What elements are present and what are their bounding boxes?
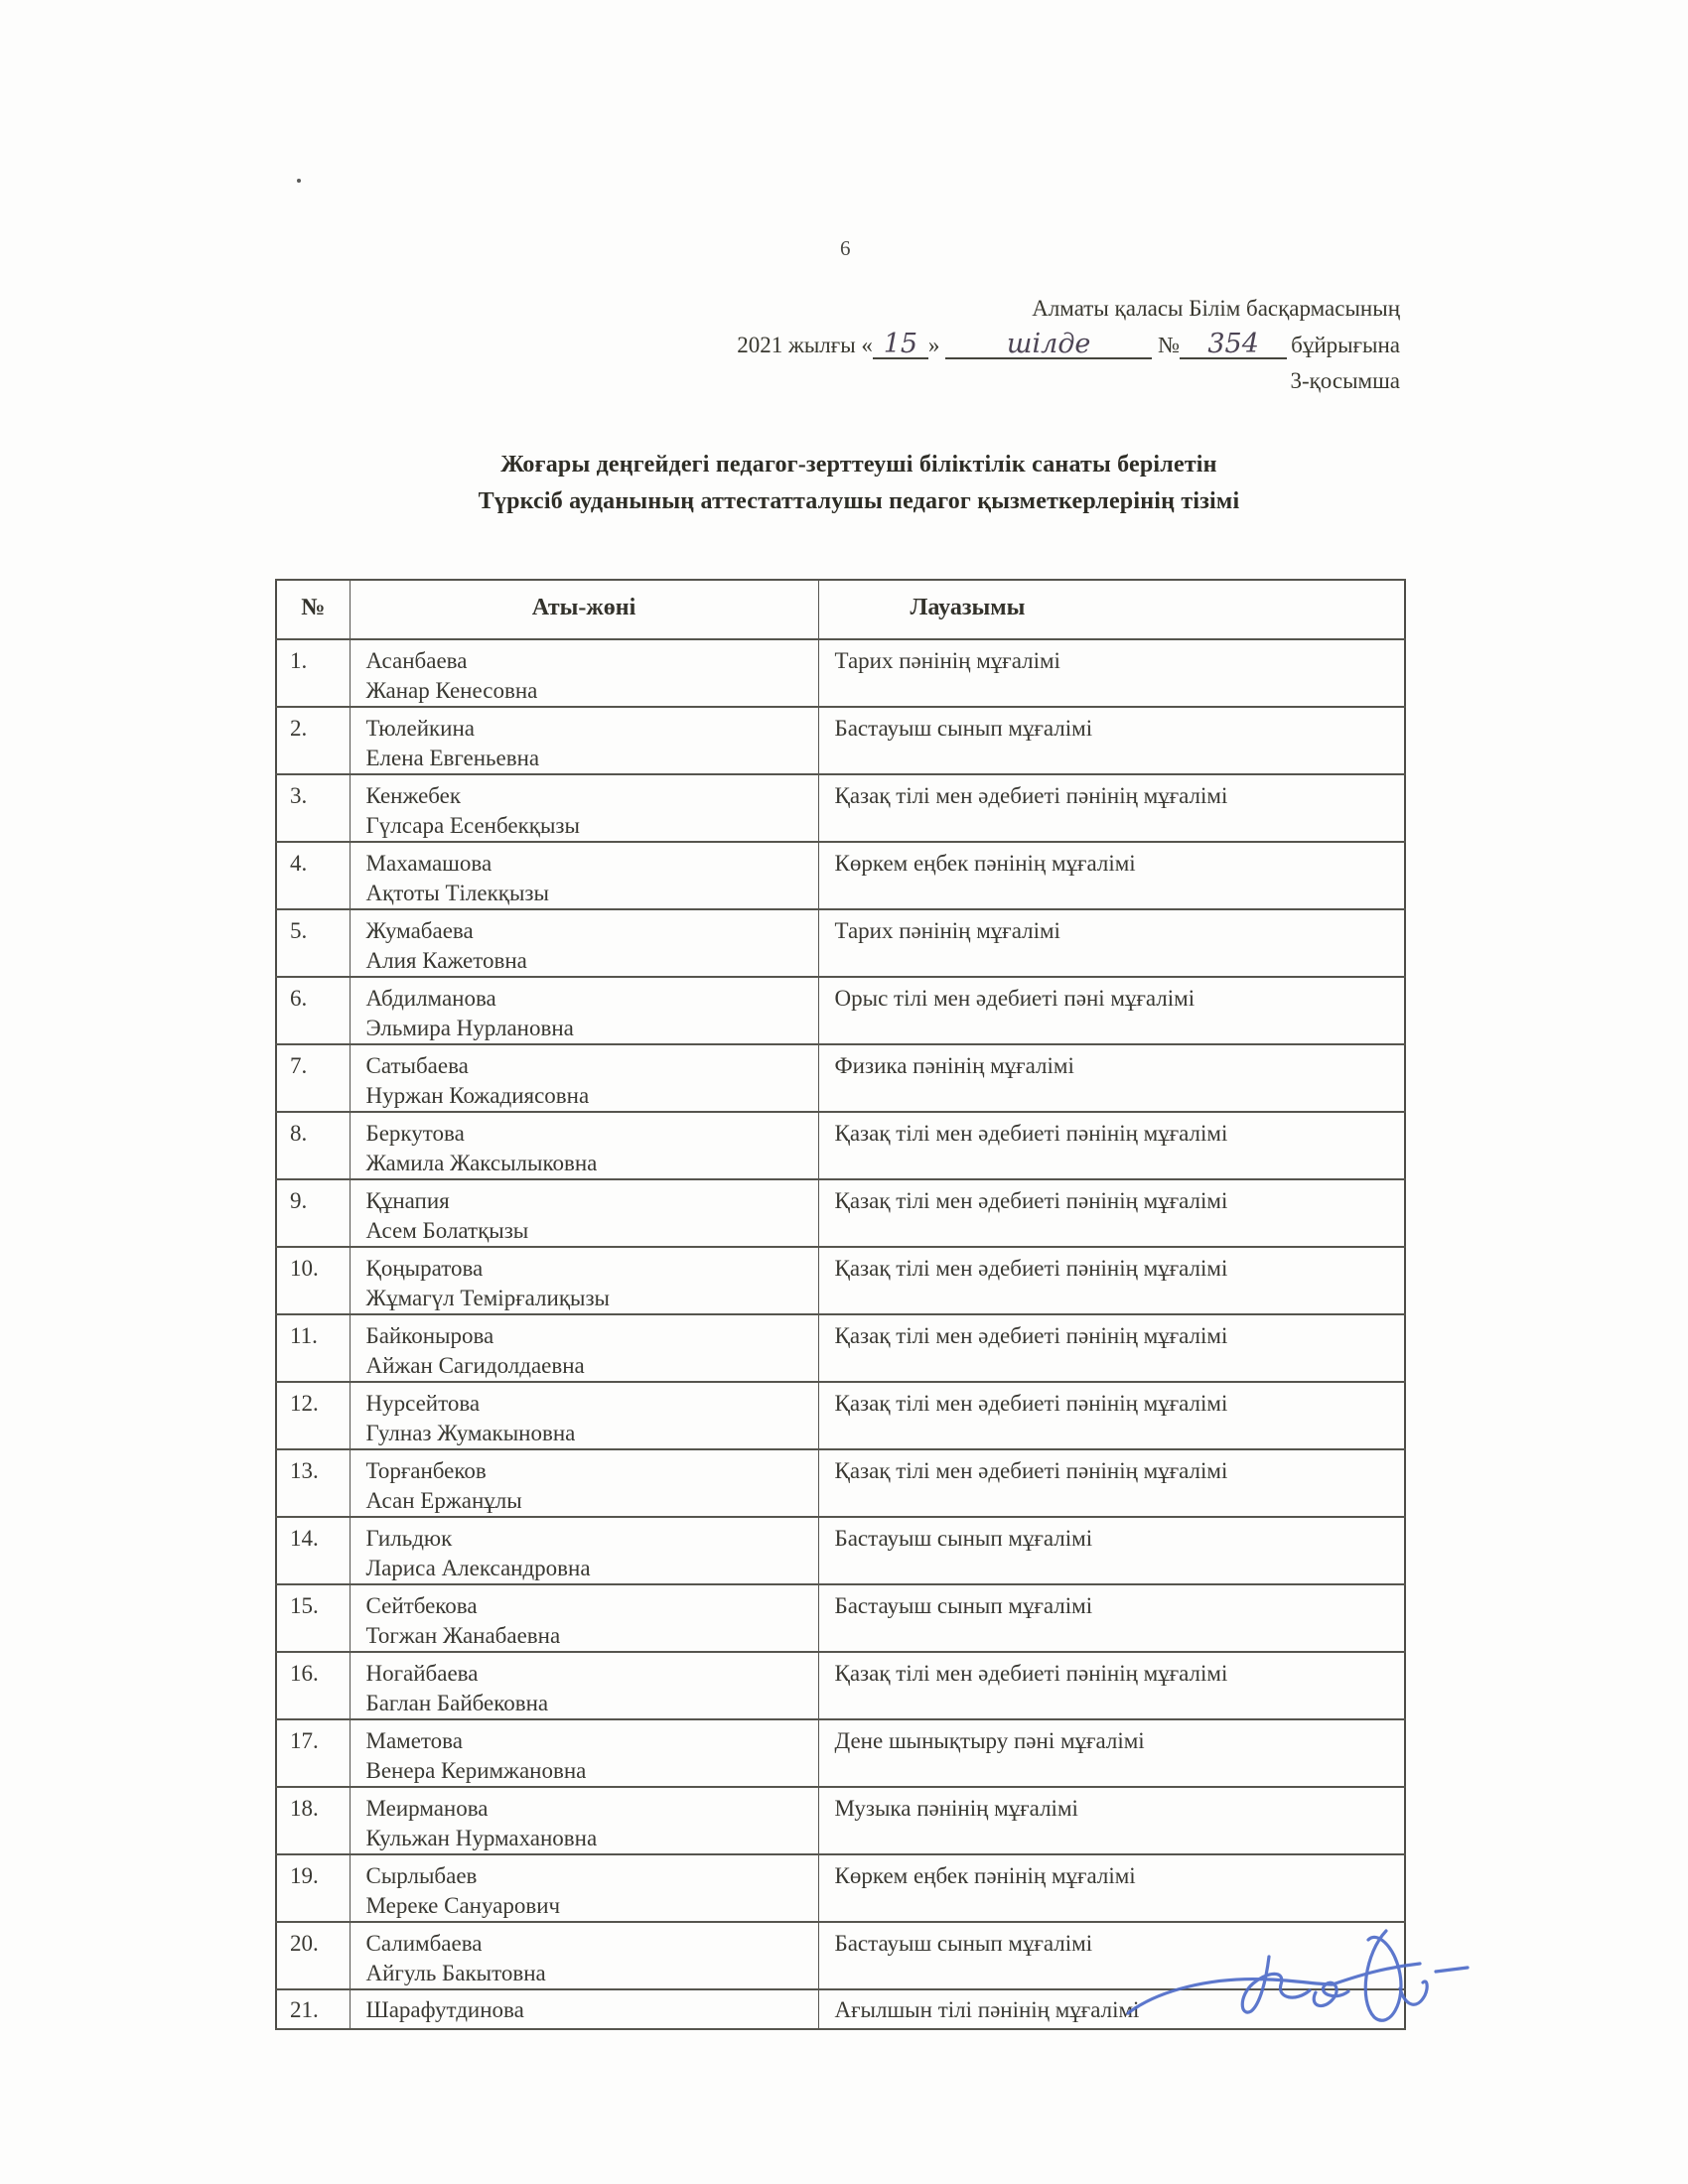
document-title [338,447,1380,520]
org-line: Алматы қаласы Білім басқармасының [1032,296,1400,321]
table-row [276,1517,1405,1584]
handwritten-order-number: 354 [1207,329,1259,359]
teacher-given-name: Асем Болатқызы [365,1218,529,1243]
teacher-surname: Абдилманова [365,986,496,1011]
teacher-given-name: Жанар Кенесовна [365,678,538,703]
table-row [276,842,1405,909]
table-header-row [276,580,1405,639]
teacher-position: Көркем еңбек пәнінің мұғалімі [818,842,1405,909]
teacher-surname: Беркутова [365,1121,465,1146]
row-number: 12. [276,1382,350,1449]
page-number: 6 [840,236,851,260]
teacher-position: Бастауыш сынып мұғалімі [818,707,1405,774]
teacher-name-cell [350,1719,818,1787]
teacher-name-cell [350,1449,818,1517]
row-number: 15. [276,1584,350,1652]
teacher-name-cell [350,1179,818,1247]
title-line-2: Түрксіб ауданының аттестатталушы педагог қызметкерлерінің тізімі [478,488,1240,514]
teacher-position: Көркем еңбек пәнінің мұғалімі [818,1854,1405,1922]
teacher-position: Қазақ тілі мен әдебиеті пәнінің мұғалімі [818,1179,1405,1247]
date-prefix: 2021 жылғы « [737,333,873,357]
teacher-surname: Сейтбекова [365,1593,478,1618]
teacher-position: Қазақ тілі мен әдебиеті пәнінің мұғалімі [818,774,1405,842]
row-number: 8. [276,1112,350,1179]
teacher-surname: Кенжебек [365,783,462,808]
teacher-given-name: Алия Кажетовна [365,948,527,973]
row-number: 16. [276,1652,350,1719]
order-no-label: № [1158,333,1181,357]
teacher-surname: Байконырова [365,1323,494,1348]
teacher-surname: Қоңыратова [365,1256,484,1281]
teacher-name-cell [350,774,818,842]
teacher-given-name: Гүлсара Есенбекқызы [365,813,580,838]
title-line-1: Жоғары деңгейдегі педагог-зерттеуші біліктілік санаты берілетін [500,452,1217,478]
teacher-given-name: Айжан Сагидолдаевна [365,1353,585,1378]
teacher-surname: Сырлыбаев [365,1863,478,1888]
table-row [276,1044,1405,1112]
row-number: 13. [276,1449,350,1517]
teacher-position: Музыка пәнінің мұғалімі [818,1787,1405,1854]
teacher-surname: Тюлейкина [365,716,476,741]
teacher-position: Бастауыш сынып мұғалімі [818,1922,1405,1989]
row-number: 20. [276,1922,350,1989]
row-number: 17. [276,1719,350,1787]
teacher-position: Тарих пәнінің мұғалімі [818,639,1405,707]
column-header-number: № [276,580,350,639]
teacher-position: Дене шынықтыру пәні мұғалімі [818,1719,1405,1787]
teacher-name-cell [350,1112,818,1179]
row-number: 7. [276,1044,350,1112]
row-number: 9. [276,1179,350,1247]
teacher-position: Орыс тілі мен әдебиеті пәні мұғалімі [818,977,1405,1044]
table-row [276,977,1405,1044]
row-number: 5. [276,909,350,977]
teacher-surname: Махамашова [365,851,492,876]
teacher-name-cell [350,1314,818,1382]
teacher-given-name: Кульжан Нурмахановна [365,1826,598,1850]
teacher-given-name: Жамила Жаксылыковна [365,1151,598,1175]
table-row [276,1179,1405,1247]
column-header-position: Лауазымы [818,580,1405,639]
teacher-given-name: Гулназ Жумакыновна [365,1421,576,1445]
row-number: 3. [276,774,350,842]
teacher-surname: Меирманова [365,1796,489,1821]
teacher-given-name: Жұмагүл Темірғалиқызы [365,1286,610,1310]
table-row [276,707,1405,774]
table-row [276,1989,1405,2029]
teacher-given-name: Лариса Александровна [365,1556,591,1580]
table-row [276,1449,1405,1517]
teacher-name-cell [350,1247,818,1314]
teacher-position: Қазақ тілі мен әдебиеті пәнінің мұғалімі [818,1449,1405,1517]
teacher-surname: Маметова [365,1728,463,1753]
teacher-given-name: Айгуль Бакытовна [365,1961,546,1985]
teacher-given-name: Ақтоты Тілекқызы [365,881,549,905]
table-row [276,1854,1405,1922]
teacher-name-cell [350,639,818,707]
table-row [276,1382,1405,1449]
teacher-surname: Торғанбеков [365,1458,487,1483]
handwritten-day: 15 [883,329,918,359]
teacher-position: Тарих пәнінің мұғалімі [818,909,1405,977]
teacher-name-cell [350,707,818,774]
teacher-name-cell [350,1854,818,1922]
teacher-position: Бастауыш сынып мұғалімі [818,1584,1405,1652]
teacher-surname: Салимбаева [365,1931,483,1956]
teachers-table [275,579,1406,2030]
row-number: 4. [276,842,350,909]
row-number: 10. [276,1247,350,1314]
row-number: 21. [276,1989,350,2029]
teacher-surname: Асанбаева [365,648,468,673]
table-row [276,909,1405,977]
teacher-given-name: Елена Евгеньевна [365,746,540,770]
table-row [276,1652,1405,1719]
table-row [276,1584,1405,1652]
order-reference-block [737,291,1400,399]
teacher-position: Ағылшын тілі пәнінің мұғалімі [818,1989,1405,2029]
table-row [276,1314,1405,1382]
teacher-name-cell [350,1382,818,1449]
teacher-surname: Сатыбаева [365,1053,469,1078]
teacher-name-cell [350,1922,818,1989]
row-number: 18. [276,1787,350,1854]
teacher-name-cell [350,842,818,909]
row-number: 19. [276,1854,350,1922]
table-row [276,1247,1405,1314]
teacher-position: Қазақ тілі мен әдебиеті пәнінің мұғалімі [818,1314,1405,1382]
teacher-name-cell [350,977,818,1044]
teacher-name-cell [350,1517,818,1584]
teacher-given-name: Тогжан Жанабаевна [365,1623,561,1648]
annex-line: 3-қосымша [1290,368,1400,393]
teacher-given-name: Нуржан Кожадиясовна [365,1083,590,1108]
handwritten-month: шілде [1006,329,1091,359]
row-number: 6. [276,977,350,1044]
teacher-name-cell [350,909,818,977]
teacher-position: Физика пәнінің мұғалімі [818,1044,1405,1112]
column-header-name: Аты-жөні [350,580,818,639]
teacher-position: Қазақ тілі мен әдебиеті пәнінің мұғалімі [818,1112,1405,1179]
teacher-surname: Құнапия [365,1188,450,1213]
teacher-position: Қазақ тілі мен әдебиеті пәнінің мұғалімі [818,1652,1405,1719]
teacher-surname: Шарафутдинова [365,1997,524,2022]
teacher-name-cell [350,1044,818,1112]
row-number: 14. [276,1517,350,1584]
table-row [276,639,1405,707]
teacher-surname: Нурсейтова [365,1391,481,1416]
table-row [276,1787,1405,1854]
table-row [276,1922,1405,1989]
teacher-name-cell [350,1787,818,1854]
table-row [276,774,1405,842]
teacher-position: Қазақ тілі мен әдебиеті пәнінің мұғалімі [818,1382,1405,1449]
teacher-given-name: Асан Ержанұлы [365,1488,522,1513]
teacher-name-cell [350,1652,818,1719]
teacher-surname: Ногайбаева [365,1661,479,1686]
row-number: 11. [276,1314,350,1382]
row-number: 2. [276,707,350,774]
teacher-given-name: Баглан Байбековна [365,1691,549,1715]
teacher-surname: Жумабаева [365,918,474,943]
teacher-position: Бастауыш сынып мұғалімі [818,1517,1405,1584]
row-number: 1. [276,639,350,707]
teacher-given-name: Венера Керимжановна [365,1758,587,1783]
teacher-name-cell [350,1584,818,1652]
table-row [276,1719,1405,1787]
teacher-given-name: Мереке Сануарович [365,1893,561,1918]
date-close-quote: » [927,333,940,357]
scan-artifact-dot [297,179,301,183]
order-date-line [737,328,1400,363]
teacher-position: Қазақ тілі мен әдебиеті пәнінің мұғалімі [818,1247,1405,1314]
table-row [276,1112,1405,1179]
order-suffix: бұйрығына [1291,333,1400,357]
teacher-given-name: Эльмира Нурлановна [365,1016,574,1040]
teacher-surname: Гильдюк [365,1526,453,1551]
teacher-name-cell [350,1989,818,2029]
teachers-table-body [276,639,1405,2029]
